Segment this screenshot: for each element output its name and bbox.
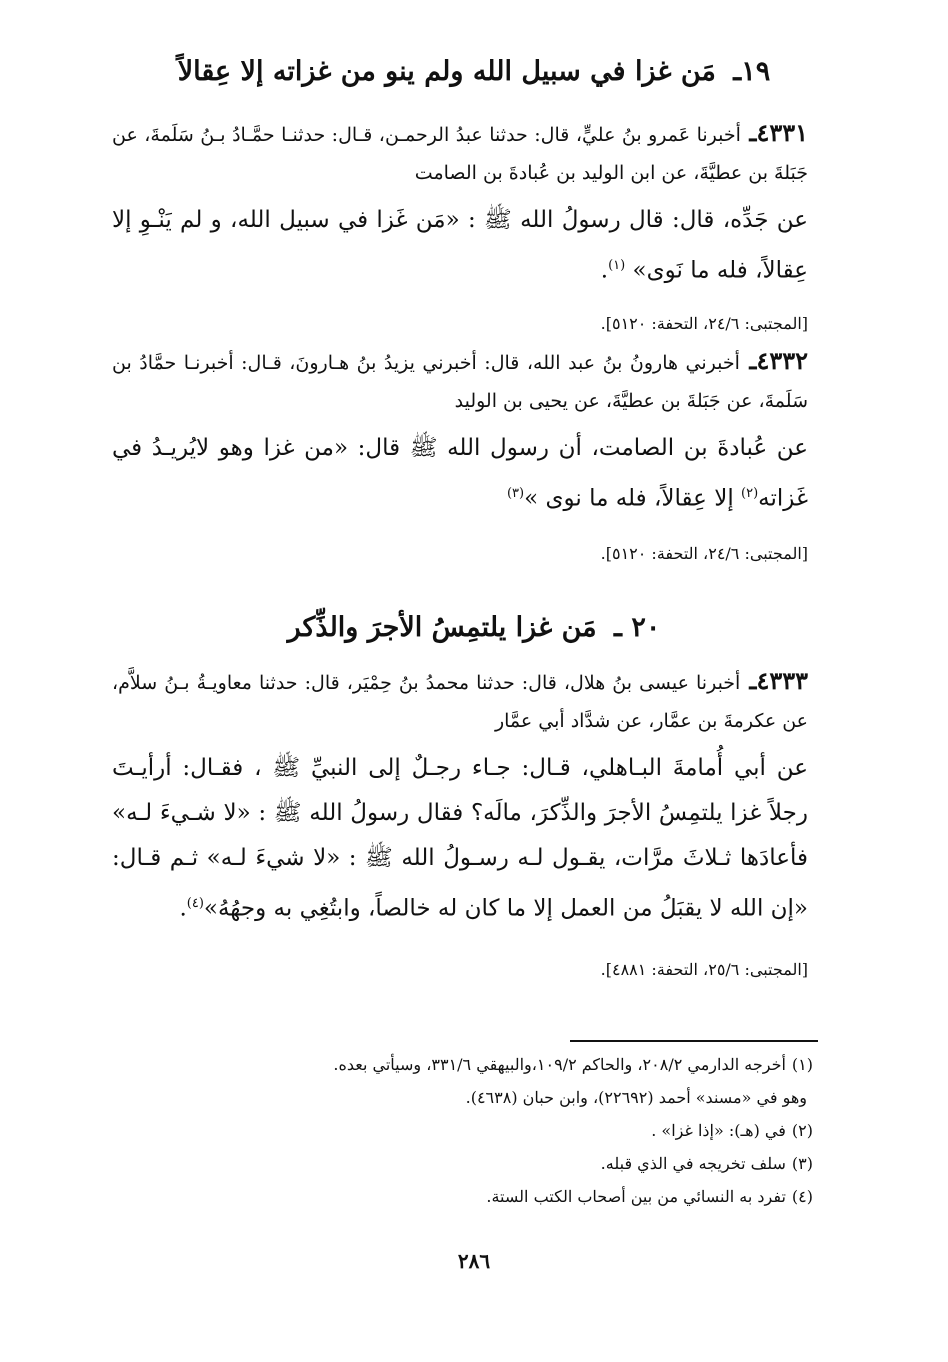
hadith-reference: [المجتبى: ٢٤/٦، التحفة: ٥١٢٠]. xyxy=(600,544,808,563)
hadith-isnad xyxy=(112,662,808,740)
matn-tail: . xyxy=(600,257,609,284)
hadith-reference: [المجتبى: ٢٤/٦، التحفة: ٥١٢٠]. xyxy=(600,314,808,333)
hadith-reference: [المجتبى: ٢٥/٦، التحفة: ٤٨٨١]. xyxy=(600,960,808,979)
footnote-divider xyxy=(570,1040,818,1042)
footnote-mark: (٣) xyxy=(791,1154,813,1173)
chapter-title-text: مَن غزا يلتمِسُ الأجرَ والذِّكر xyxy=(287,612,597,643)
matn-tail: . xyxy=(179,895,187,922)
page-number: ٢٨٦ xyxy=(457,1249,491,1273)
footnote-ref: (٤) xyxy=(186,896,204,911)
chapter-number: ٢٠ ـ xyxy=(614,612,661,643)
chapter-title-text: مَن غزا في سبيل الله ولم ينو من غزاته إلا عِقالاً xyxy=(177,56,716,87)
hadith-4333 xyxy=(112,662,808,932)
isnad-text: أخبرنا عيسى بنُ هلال، قال: حدثنا محمدُ بنُ حِمْيَر، قال: حدثنا معاويـةُ بـنُ سلاَّم، عن عكرمةَ بن عمَّار، عن شدَّاد أبي عمَّار xyxy=(112,672,808,732)
hadith-matn xyxy=(112,746,808,932)
footnote-text: وهو في «مسند» أحمد (٢٢٦٩٢)، وابن حبان (٤٦٣٨). xyxy=(465,1088,807,1107)
footnote-item xyxy=(170,1048,813,1081)
footnote-item xyxy=(170,1114,813,1147)
hadith-matn xyxy=(112,198,808,294)
isnad-text: أخبرني هارونُ بنُ عبد الله، قال: أخبرني يزيدُ بنُ هـارونَ، قـال: أخبرنـا حمَّادُ بن سَلَمةَ، عن جَبَلةَ بن عطيَّةَ، عن يحيى بن الوليد xyxy=(112,352,808,412)
footnote-ref: (٢) xyxy=(741,486,759,501)
hadith-4332 xyxy=(112,342,808,522)
footnote-mark: (١) xyxy=(791,1055,813,1074)
matn-text: عن عُبادةَ بن الصامت، أن رسول الله ﷺ قال: «من غزا وهو لايُريـدُ في غَزاته xyxy=(112,435,808,512)
hadith-number: ٤٣٣٢ـ xyxy=(749,346,808,375)
footnote-text: في (هـ): «إذا غزا» . xyxy=(651,1121,786,1140)
footnote-ref: (١) xyxy=(608,258,626,273)
footnote-text: سلف تخريجه في الذي قبله. xyxy=(600,1154,786,1173)
hadith-4331 xyxy=(112,114,808,294)
chapter-title-20 xyxy=(110,608,838,648)
footnote-text: تفرد به النسائي من بين أصحاب الكتب الستة. xyxy=(486,1187,786,1206)
hadith-matn xyxy=(112,426,808,522)
footnote-mark: (٤) xyxy=(791,1187,813,1206)
isnad-text: أخبرنا عَمرو بنُ عليٍّ، قال: حدثنا عبدُ الرحمـن، قـال: حدثنـا حمَّـادُ بـنُ سَلَمةَ، عن جَبَلةَ بن عطيَّةَ، عن ابن الوليد بن عُبادةَ بن الصامت xyxy=(112,124,808,184)
chapter-title-19 xyxy=(110,52,838,92)
footnote-item xyxy=(170,1081,813,1114)
matn-rest: إلا عِقالاً، فله ما نوى » xyxy=(524,485,742,512)
hadith-number: ٤٣٣٣ـ xyxy=(749,666,809,695)
hadith-number: ٤٣٣١ـ xyxy=(749,118,808,147)
footnotes xyxy=(170,1048,813,1213)
footnote-item xyxy=(170,1180,813,1213)
footnote-text: أخرجه الدارمي ٢٠٨/٢، والحاكم ١٠٩/٢،والبيهقي ٣٣١/٦، وسيأتي بعده. xyxy=(333,1055,786,1074)
chapter-number: ١٩ـ xyxy=(733,56,771,87)
hadith-isnad xyxy=(112,342,808,420)
matn-text: عن أبي أُمامةَ البـاهلي، قـال: جـاء رجـلٌ إلى النبيِّ ﷺ ، فقـال: أرأيـتَ رجلاً غزا يلتمِسُ الأجرَ والذِّكرَ، مالَه؟ فقال رسولُ الله ﷺ : «لا شـيءَ لـه» فأعادَها ثـلاثَ مرَّات، يقـول لـه رسـولُ الله ﷺ : «لا شيءَ لـه» ثـم قـال: «إن الله لا يقبَلُ من العمل إلا ما كان له خالصاً، وابتُغِي به وجهُهُ» xyxy=(112,755,808,922)
matn-text: عن جَدِّه، قال: قال رسولُ الله ﷺ : «مَن غَزا في سبيل الله، و لم يَنْـوِ إلا عِقالاً، فله ما نَوى» xyxy=(112,207,808,284)
footnote-mark: (٢) xyxy=(791,1121,813,1140)
hadith-isnad xyxy=(112,114,808,192)
footnote-item xyxy=(170,1147,813,1180)
footnote-ref: (٣) xyxy=(506,486,525,501)
